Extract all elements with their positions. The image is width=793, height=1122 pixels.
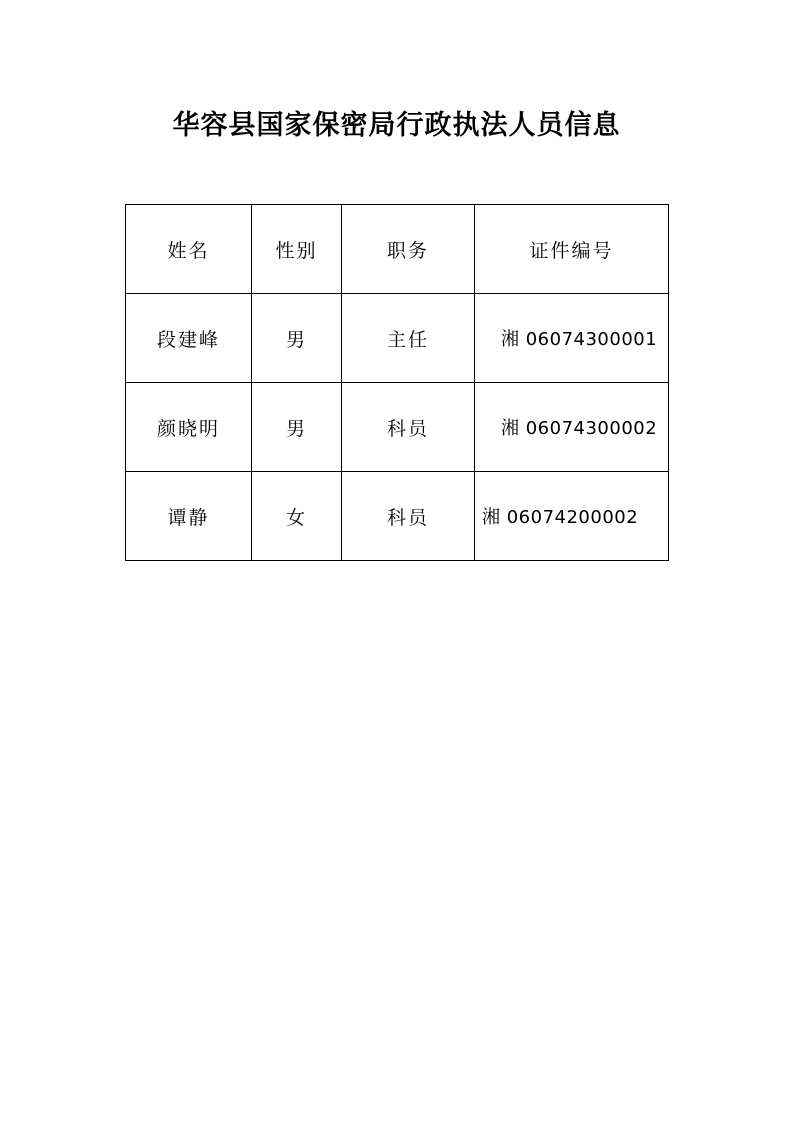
table-row bbox=[126, 383, 669, 472]
header-name: 姓名 bbox=[126, 205, 252, 294]
cell-cert-no: 湘 06074300002 bbox=[475, 383, 669, 472]
staff-table bbox=[125, 204, 669, 561]
cell-cert-no: 湘 06074300001 bbox=[475, 294, 669, 383]
cell-name: 段建峰 bbox=[126, 294, 252, 383]
cell-name: 谭静 bbox=[126, 472, 252, 561]
cell-gender: 男 bbox=[252, 383, 342, 472]
header-position: 职务 bbox=[342, 205, 475, 294]
table-row bbox=[126, 472, 669, 561]
cell-cert-no: 湘 06074200002 bbox=[475, 472, 669, 561]
header-cert-no: 证件编号 bbox=[475, 205, 669, 294]
cell-gender: 男 bbox=[252, 294, 342, 383]
page-title: 华容县国家保密局行政执法人员信息 bbox=[172, 110, 621, 141]
cell-position: 主任 bbox=[342, 294, 475, 383]
table-header-row bbox=[126, 205, 669, 294]
cell-gender: 女 bbox=[252, 472, 342, 561]
cell-name: 颜晓明 bbox=[126, 383, 252, 472]
cell-position: 科员 bbox=[342, 472, 475, 561]
cell-position: 科员 bbox=[342, 383, 475, 472]
header-gender: 性别 bbox=[252, 205, 342, 294]
table-row bbox=[126, 294, 669, 383]
